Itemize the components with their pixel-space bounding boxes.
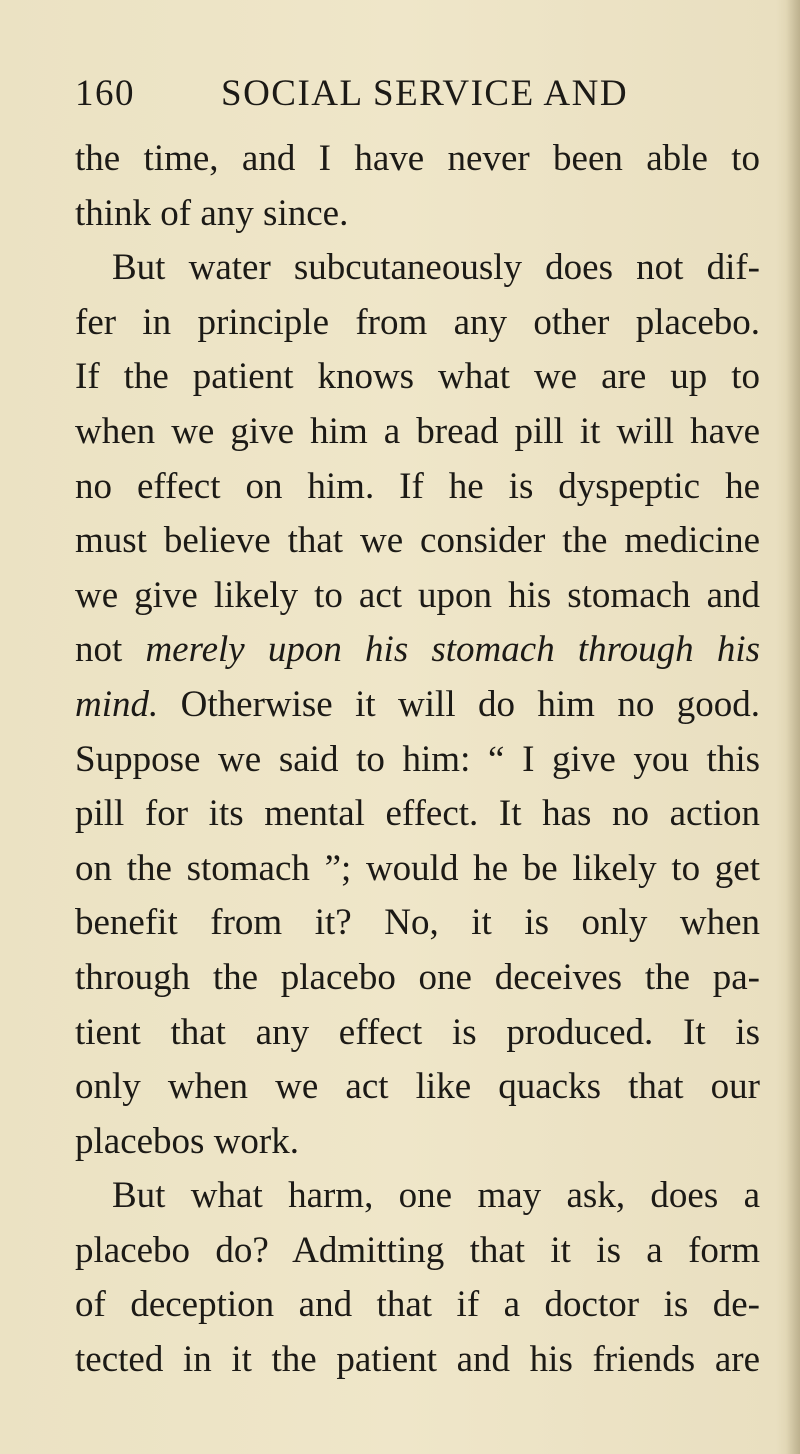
text-line: placebos work. [75,1120,299,1162]
italic-text: mind. [75,683,159,725]
body-text [75,132,760,1388]
text-line: must believe that we consider the medicine [75,520,760,562]
running-head: SOCIAL SERVICE AND [221,73,629,114]
text-line: pill for its mental effect. It has no action [75,793,760,835]
text-line: we give likely to act upon his stomach and [75,574,760,616]
text-line [75,678,760,733]
text-line: benefit from it? No, it is only when [75,902,760,944]
text-line: tected in it the patient and his friends are [75,1339,760,1381]
text-line: But what harm, one may ask, does a [112,1175,760,1217]
text-line: But water subcutaneously does not dif- [112,247,760,289]
text-line [75,623,760,678]
text-line: only when we act like quacks that our [75,1066,760,1108]
text-line: If the patient knows what we are up to [75,356,760,398]
text-line: think of any since. [75,192,349,234]
text-line: the time, and I have never been able to [75,138,760,179]
text-line: of deception and that if a doctor is de- [75,1284,760,1326]
text-line: no effect on him. If he is dyspeptic he [75,465,760,507]
text-line: through the placebo one deceives the pa- [75,956,760,998]
text-line: placebo do? Admitting that it is a form [75,1229,760,1271]
text-line: tient that any effect is produced. It is [75,1011,760,1053]
italic-text: merely upon his stomach through his [145,629,760,671]
page-edge-shadow [786,0,800,1454]
text-line: Suppose we said to him: “ I give you this [75,738,760,780]
page-header [75,72,710,122]
text-line: on the stomach ”; would he be likely to get [75,847,760,889]
text-line: when we give him a bread pill it will have [75,410,760,452]
text-segment: Otherwise it will do him no good. [158,683,760,725]
text-segment: not [75,629,146,671]
text-line: fer in principle from any other placebo. [75,301,760,343]
page-number: 160 [75,73,135,114]
